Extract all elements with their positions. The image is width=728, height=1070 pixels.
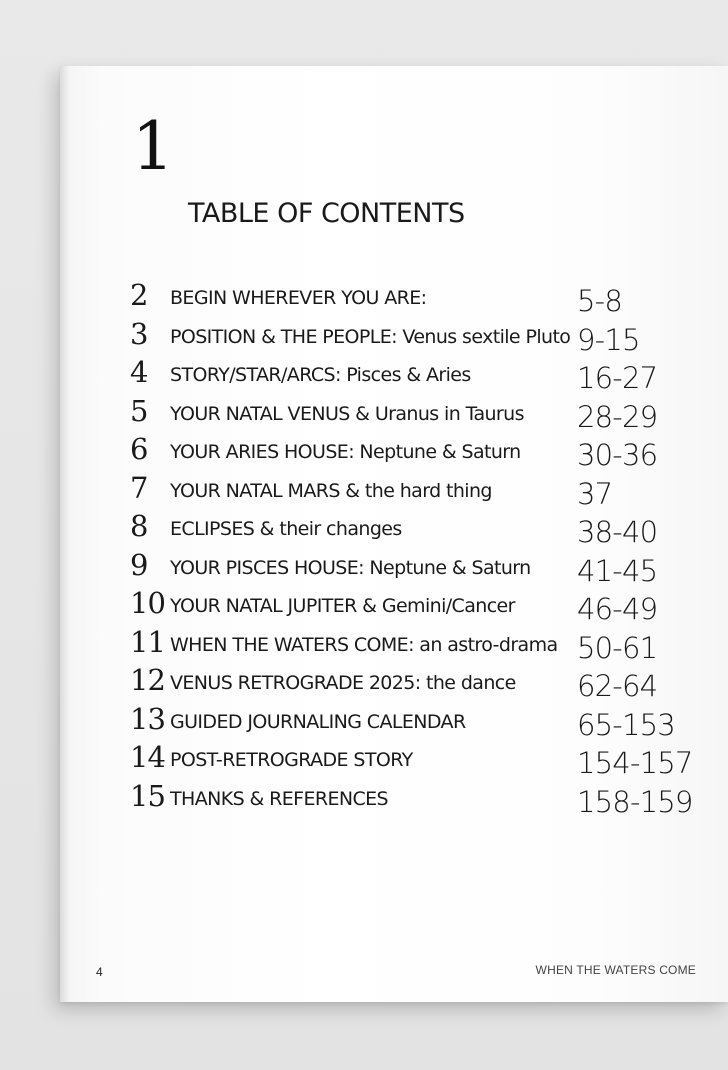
toc-entry-number: 7 (130, 470, 148, 505)
toc-entry-number: 15 (130, 778, 165, 813)
toc-entry-title: GUIDED JOURNALING CALENDAR (170, 710, 466, 733)
toc-entry-number: 11 (130, 624, 165, 659)
toc-entry-title: YOUR NATAL MARS & the hard thing (170, 479, 492, 502)
book-page (60, 66, 728, 1002)
toc-entry (60, 700, 728, 742)
toc-entry-pages: 46-49 (577, 592, 658, 626)
toc-entry-number: 12 (130, 663, 165, 697)
toc-entry-pages: 16-27 (577, 361, 658, 395)
toc-entry-number: 13 (130, 701, 165, 736)
toc-entry-title: YOUR ARIES HOUSE: Neptune & Saturn (170, 441, 521, 463)
toc-entry-title: POSITION & THE PEOPLE: Venus sextile Pluto (170, 325, 571, 348)
toc-entry-title: YOUR PISCES HOUSE: Neptune & Saturn (170, 556, 531, 579)
toc-entry (60, 738, 728, 780)
toc-entry-title: STORY/STAR/ARCS: Pisces & Aries (170, 364, 471, 386)
toc-entry (60, 276, 728, 318)
toc-entry-pages: 158-159 (577, 784, 693, 819)
toc-entry-title: VENUS RETROGRADE 2025: the dance (170, 672, 516, 694)
toc-entry-number: 9 (130, 547, 148, 582)
toc-entry-pages: 28-29 (577, 399, 658, 434)
toc-entry (60, 661, 728, 703)
toc-entry-title: THANKS & REFERENCES (170, 787, 389, 810)
toc-entry-pages: 5-8 (577, 284, 622, 318)
toc-entry-title: YOUR NATAL VENUS & Uranus in Taurus (170, 402, 524, 425)
toc-entry (60, 469, 728, 511)
toc-entry (60, 546, 728, 588)
toc-entry-title: POST-RETROGRADE STORY (170, 749, 413, 771)
toc-entry-number: 2 (130, 278, 148, 312)
toc-entry-pages: 9-15 (577, 322, 640, 357)
toc-entry (60, 623, 728, 665)
chapter-number: 1 (132, 108, 172, 185)
page-title: TABLE OF CONTENTS (188, 198, 465, 229)
toc-entry-number: 10 (130, 586, 165, 620)
toc-entry-pages: 50-61 (577, 630, 658, 665)
toc-entry-number: 4 (130, 355, 148, 389)
toc-entry-number: 6 (130, 432, 148, 466)
toc-entry-pages: 65-153 (577, 707, 675, 742)
toc-entry-title: ECLIPSES & their changes (170, 518, 402, 540)
toc-entry-title: WHEN THE WATERS COME: an astro-drama (170, 633, 558, 656)
toc-entry (60, 777, 728, 819)
toc-entry (60, 507, 728, 549)
toc-entry (60, 584, 728, 626)
toc-entry-pages: 37 (577, 476, 613, 511)
toc-entry (60, 392, 728, 434)
toc-entry-number: 3 (130, 316, 148, 351)
toc-entry-number: 8 (130, 509, 148, 543)
toc-entry (60, 430, 728, 472)
toc-entry-title: BEGIN WHEREVER YOU ARE: (170, 287, 427, 309)
toc-entry (60, 353, 728, 395)
running-head: WHEN THE WATERS COME (535, 963, 696, 977)
toc-entry-pages: 30-36 (577, 438, 658, 472)
toc-entry-pages: 38-40 (577, 515, 658, 549)
toc-entry-number: 14 (130, 740, 165, 774)
toc-entry-pages: 154-157 (577, 746, 693, 780)
toc-entry-number: 5 (130, 393, 148, 428)
toc-entry (60, 315, 728, 357)
page-number: 4 (96, 965, 103, 979)
toc-entry-pages: 41-45 (577, 553, 658, 588)
toc-entry-title: YOUR NATAL JUPITER & Gemini/Cancer (170, 595, 515, 617)
toc-entry-pages: 62-64 (577, 669, 658, 703)
